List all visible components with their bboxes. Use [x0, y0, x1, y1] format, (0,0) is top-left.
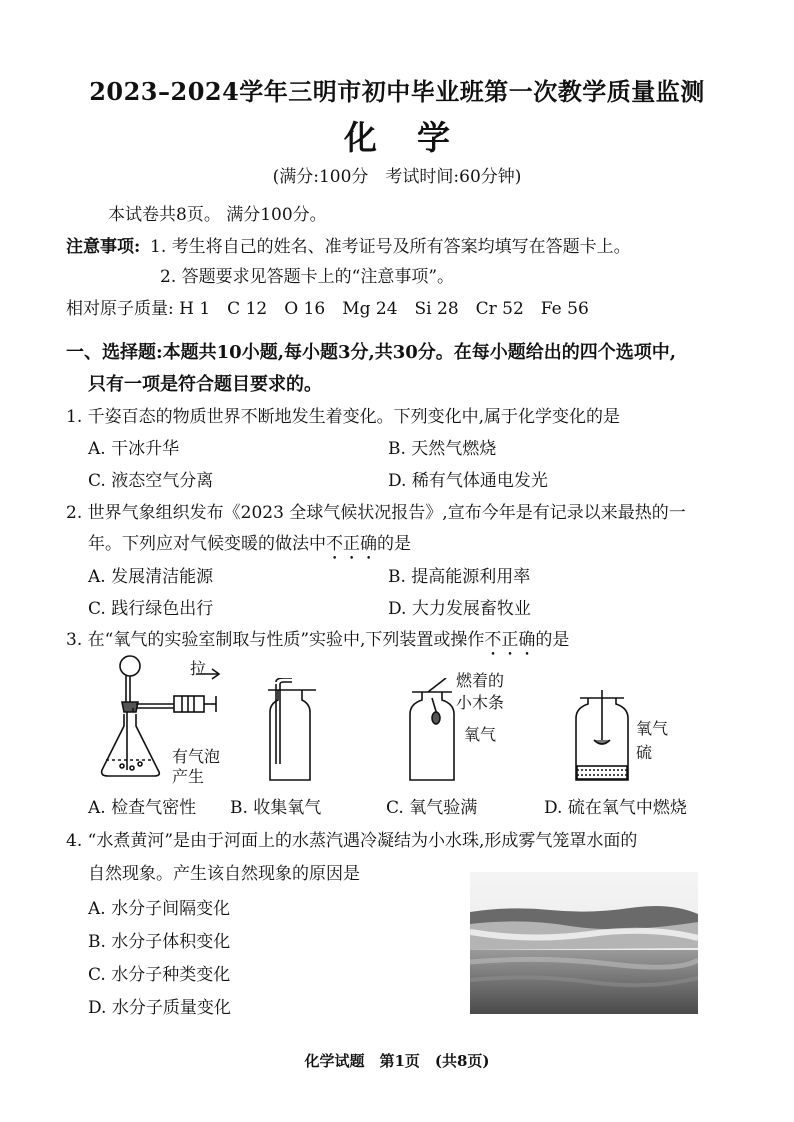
q3-option-b: B. 收集氧气 [230, 798, 322, 818]
q4-stem-line2: 自然现象。产生该自然现象的原因是 [88, 864, 360, 884]
q4-option-d: D. 水分子质量变化 [88, 998, 231, 1018]
apparatus-sulfur-burning-figure [572, 690, 638, 784]
section-heading: 一、选择题:本题共10小题,每小题3分,共30分。在每小题给出的四个选项中, [66, 342, 677, 363]
q3-option-a: A. 检查气密性 [88, 798, 197, 818]
section-heading-cont: 只有一项是符合题目要求的。 [88, 374, 322, 395]
label-bubbles-2: 产生 [172, 767, 205, 786]
q3-option-d: D. 硫在氧气中燃烧 [544, 798, 687, 818]
q4-stem-line1: 4. “水煮黄河”是由于河面上的水蒸汽遇冷凝结为小水珠,形成雾气笼罩水面的 [66, 831, 638, 851]
label-burning-stick-1: 燃着的 [456, 671, 505, 690]
notice-item-2: 2. 答题要求见答题卡上的“注意事项”。 [160, 267, 455, 287]
notice-label: 注意事项: [66, 237, 141, 257]
q2-option-c: C. 践行绿色出行 [88, 599, 214, 619]
q2-option-d: D. 大力发展畜牧业 [388, 599, 531, 619]
river-fog-photo [470, 872, 698, 1014]
q1-option-a: A. 干冰升华 [88, 439, 180, 459]
label-burning-stick-2: 小木条 [456, 693, 505, 712]
label-oxygen-d: 氧气 [636, 719, 669, 738]
notice-item-1: 1. 考生将自己的姓名、准考证号及所有答案均填写在答题卡上。 [150, 237, 631, 257]
q2-option-a: A. 发展清洁能源 [88, 567, 214, 587]
subject-title: 化学 [344, 118, 490, 157]
page-footer: 化学试题 第1页 (共8页) [304, 1052, 490, 1070]
q2-stem-text: 年。下列应对气候变暖的做法中 [88, 534, 326, 554]
q1-option-b: B. 天然气燃烧 [388, 439, 497, 459]
q2-emphasis: 不正确 [326, 534, 377, 554]
exam-title: 2023–2024学年三明市初中毕业班第一次教学质量监测 [89, 77, 705, 106]
q3-emphasis: 不正确 [484, 630, 536, 650]
apparatus-collect-oxygen-figure [262, 678, 322, 784]
q2-stem-line2 [88, 529, 411, 564]
q1-option-c: C. 液态空气分离 [88, 471, 214, 491]
q2-stem-line1: 2. 世界气象组织发布《2023 全球气候状况报告》,宣布今年是有记录以来最热的一 [66, 503, 686, 523]
atomic-mass-line: 相对原子质量: H 1 C 12 O 16 Mg 24 Si 28 Cr 52 Fe 56 [66, 299, 589, 319]
q1-option-d: D. 稀有气体通电发光 [388, 471, 548, 491]
q4-option-a: A. 水分子间隔变化 [88, 899, 231, 919]
q3-stem-end: 的是 [535, 630, 570, 650]
q2-option-b: B. 提高能源利用率 [388, 567, 531, 587]
label-sulfur: 硫 [636, 743, 653, 762]
q2-stem-end: 的是 [377, 534, 411, 554]
q3-stem-text: 3. 在“氧气的实验室制取与性质”实验中,下列装置或操作 [66, 630, 485, 650]
label-bubbles-1: 有气泡 [172, 747, 221, 766]
q4-option-c: C. 水分子种类变化 [88, 965, 231, 985]
exam-meta: (满分:100分 考试时间:60分钟) [272, 167, 522, 187]
page-count-note: 本试卷共8页。 满分100分。 [108, 205, 327, 225]
q1-stem: 1. 千姿百态的物质世界不断地发生着变化。下列变化中,属于化学变化的是 [66, 407, 621, 427]
q3-option-c: C. 氧气验满 [386, 798, 478, 818]
label-oxygen-c: 氧气 [464, 725, 497, 744]
q4-option-b: B. 水分子体积变化 [88, 932, 231, 952]
label-pull: 拉 [190, 659, 207, 678]
